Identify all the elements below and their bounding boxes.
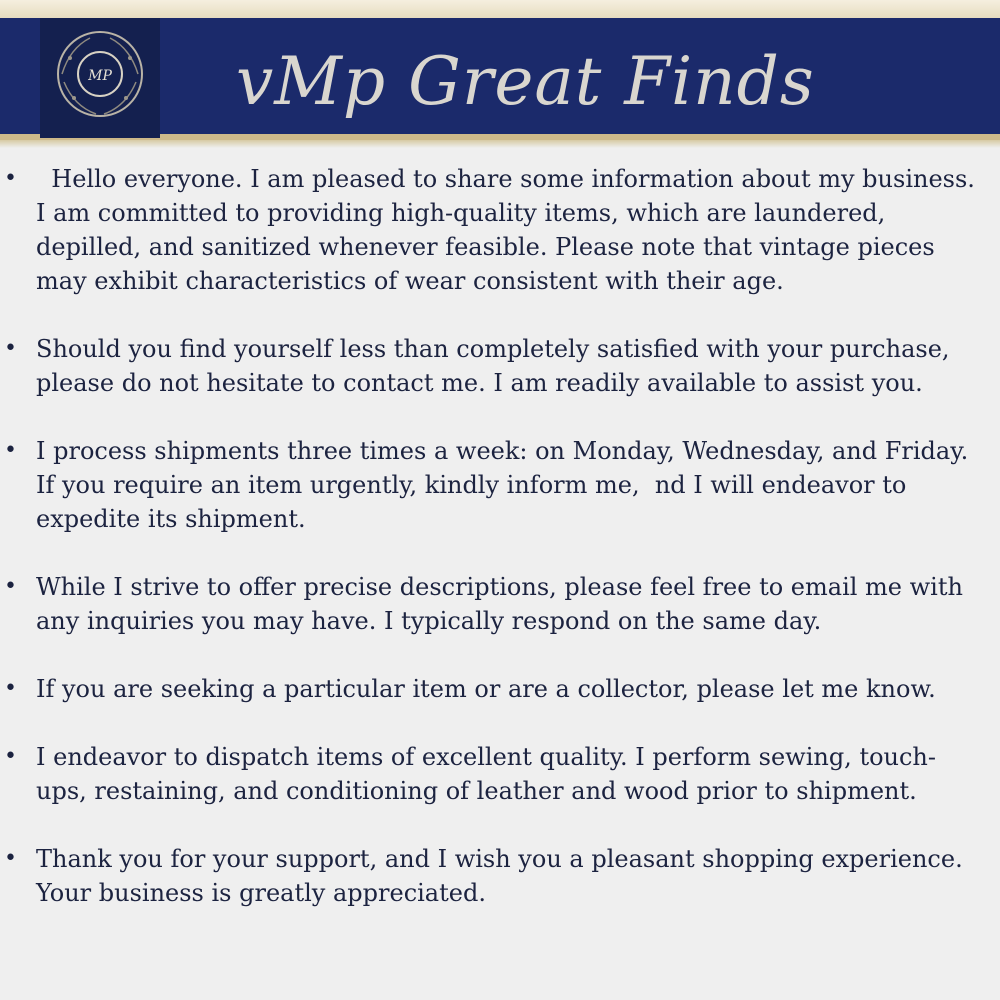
list-item-text: Hello everyone. I am pleased to share some information about my business. I am committed to providing high-quality items, which are laundered, depilled, and sanitized whenever feasible. Please note that vintage pieces may exhibit characteristics of wear consistent with their age. — [36, 165, 983, 295]
list-item — [0, 842, 1000, 910]
list-item — [0, 672, 1000, 706]
list-item — [0, 162, 1000, 298]
banner-shadow — [0, 140, 1000, 148]
list-item-text: I process shipments three times a week: on Monday, Wednesday, and Friday. If you require an item urgently, kindly inform me, nd I will endeavor to expedite its shipment. — [36, 437, 976, 533]
list-item — [0, 434, 1000, 536]
header-banner — [0, 18, 1000, 140]
list-item-text: Should you find yourself less than completely satisfied with your purchase, please do not hesitate to contact me. I am readily available to assist you. — [36, 335, 950, 397]
brand-title: vMp Great Finds — [236, 43, 815, 120]
list-item-text: I endeavor to dispatch items of excellent quality. I perform sewing, touch-ups, restaining, and conditioning of leather and wood prior to shipment. — [36, 743, 936, 805]
bullet-icon: • — [4, 846, 17, 871]
list-item-text: If you are seeking a particular item or are a collector, please let me know. — [36, 675, 936, 703]
bullet-icon: • — [4, 676, 17, 701]
info-list — [0, 162, 1000, 944]
list-item — [0, 332, 1000, 400]
list-item — [0, 740, 1000, 808]
bullet-icon: • — [4, 336, 17, 361]
logo-monogram: MP — [88, 68, 112, 84]
bullet-icon: • — [4, 574, 17, 599]
top-gold-strip — [0, 0, 1000, 18]
list-item-text: While I strive to offer precise descriptions, please feel free to email me with any inquiries you may have. I typically respond on the same day. — [36, 573, 963, 635]
logo — [40, 18, 160, 138]
bullet-icon: • — [4, 166, 17, 191]
list-item-text: Thank you for your support, and I wish you a pleasant shopping experience. Your business is greatly appreciated. — [36, 845, 963, 907]
list-item — [0, 570, 1000, 638]
logo-emblem-icon — [40, 18, 160, 138]
bullet-icon: • — [4, 438, 17, 463]
bullet-icon: • — [4, 744, 17, 769]
